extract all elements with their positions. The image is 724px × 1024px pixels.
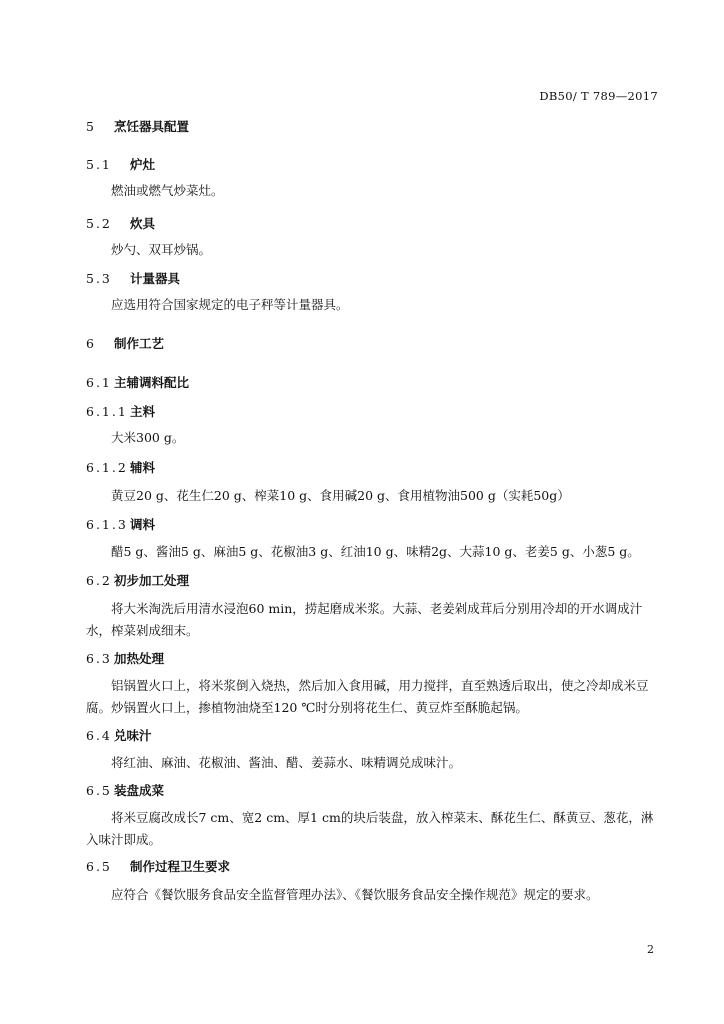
section-title: 炊具	[130, 216, 156, 231]
section-6-1-1-heading	[86, 403, 155, 421]
section-title: 计量器具	[130, 271, 181, 286]
section-number: 6.5	[86, 859, 112, 874]
section-6-3-heading	[86, 650, 164, 668]
page-number: 2	[647, 943, 654, 956]
section-title: 调料	[130, 517, 156, 532]
section-5-1-text: 燃油或燃气炒菜灶。	[111, 183, 224, 198]
section-6-1-2-text: 黄豆20 g、花生仁20 g、榨菜10 g、食用碱20 g、食用植物油500 g（实耗50g）	[111, 488, 570, 503]
section-title: 炉灶	[130, 157, 156, 172]
section-6-4-text: 将红油、麻油、花椒油、酱油、醋、姜蒜水、味精调兑成味汁。	[111, 755, 462, 770]
section-5-2-heading	[86, 215, 155, 233]
section-6-heading	[86, 335, 164, 353]
section-number: 6.1.1	[86, 404, 128, 419]
document-code-header: DB50/ T 789—2017	[539, 89, 658, 103]
section-6-1-3-heading	[86, 516, 155, 534]
section-5-2-text: 炒勺、双耳炒锅。	[111, 242, 212, 257]
section-number: 6	[86, 336, 96, 351]
section-title: 制作工艺	[114, 336, 165, 351]
section-number: 5.1	[86, 157, 112, 172]
section-title: 加热处理	[114, 651, 165, 666]
section-title: 辅料	[130, 460, 156, 475]
section-number: 6.4	[86, 728, 112, 743]
section-6-2-text: 将大米淘洗后用清水浸泡60 min，捞起磨成米浆。大蒜、老姜剁成茸后分别用冷却的开水调成汁水，榨菜剁成细末。	[86, 601, 643, 638]
section-title: 初步加工处理	[114, 573, 190, 588]
section-5-3-text: 应选用符合国家规定的电子秤等计量器具。	[111, 297, 349, 312]
section-5-3-heading	[86, 270, 180, 288]
section-6-5-hygiene-heading	[86, 858, 230, 876]
section-6-5-hygiene-text: 应符合《餐饮服务食品安全监督管理办法》、《餐饮服务食品安全操作规范》规定的要求。	[111, 887, 599, 902]
section-number: 6.3	[86, 651, 112, 666]
section-number: 5.3	[86, 271, 112, 286]
section-number: 5.2	[86, 216, 112, 231]
section-number: 6.1	[86, 375, 112, 390]
section-5-1-heading	[86, 156, 155, 174]
section-title: 制作过程卫生要求	[130, 859, 231, 874]
section-number: 6.1.3	[86, 517, 128, 532]
section-6-1-3-text: 醋5 g、酱油5 g、麻油5 g、花椒油3 g、红油10 g、味精2g、大蒜10 g、老姜5 g、小葱5 g。	[111, 544, 640, 559]
section-6-2-heading	[86, 572, 189, 590]
section-title: 烹饪器具配置	[114, 119, 190, 134]
section-title: 兑味汁	[114, 728, 152, 743]
section-5-heading	[86, 118, 189, 136]
section-6-1-heading	[86, 374, 189, 392]
section-6-5-text: 将米豆腐改成长7 cm、宽2 cm、厚1 cm的块后装盘，放入榨菜末、酥花生仁、酥黄豆、葱花，淋入味汁即成。	[86, 810, 654, 847]
section-6-5-heading	[86, 782, 164, 800]
section-6-1-1-text: 大米300 g。	[111, 430, 185, 445]
section-6-4-heading	[86, 727, 152, 745]
section-number: 6.1.2	[86, 460, 128, 475]
section-title: 主辅调料配比	[114, 375, 190, 390]
section-6-3-text: 铝锅置火口上，将米浆倒入烧热，然后加入食用碱，用力搅拌，直至熟透后取出，使之冷却成米豆腐。炒锅置火口上，掺植物油烧至120 ℃时分别将花生仁、黄豆炸至酥脆起锅。	[86, 678, 649, 715]
section-title: 主料	[130, 404, 156, 419]
section-number: 6.5	[86, 783, 112, 798]
section-number: 6.2	[86, 573, 112, 588]
section-title: 装盘成菜	[114, 783, 165, 798]
section-6-1-2-heading	[86, 459, 155, 477]
section-number: 5	[86, 119, 96, 134]
